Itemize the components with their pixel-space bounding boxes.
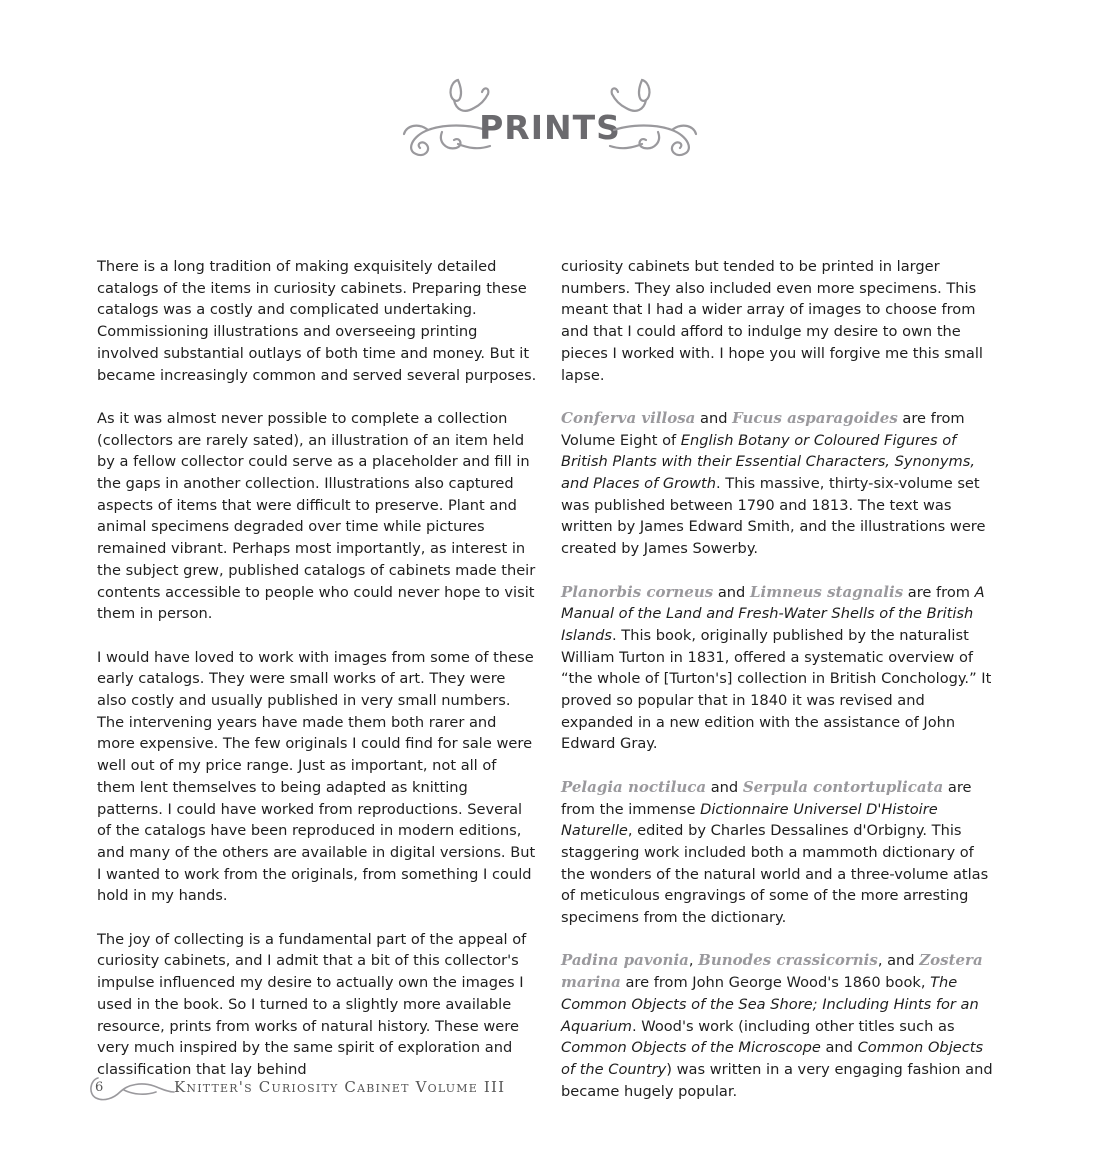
print-entry (561, 777, 1001, 929)
entry-text: are from Volume Eight of (561, 409, 965, 449)
species-name: Conferva villosa (561, 408, 696, 427)
entry-text: , edited by Charles Dessalines d'Orbigny. This staggering work included both a mammoth dictionary of the wonders of the natural world and a three-volume atlas of meticulous engravings of some of the more arresting specimens from the dictionary. (561, 822, 989, 927)
paragraph: The joy of collecting is a fundamental part of the appeal of curiosity cabinets, and I admit that a bit of this collector's impulse influenced my desire to actually own the images I used in the book. So I turned to a slightly more available resource, prints from works of natural history. These were very much inspired by the same spirit of exploration and classification that lay behind (97, 930, 527, 1078)
book-title: Dictionnaire Universel D'Histoire Naturelle (561, 800, 938, 840)
paragraph: I would have loved to work with images from some of these early catalogs. They were small works of art. They were also costly and usually published in very small numbers. The intervening years have made them both rarer and more expensive. The few originals I could find for sale were well out of my price range. Just as important, not all of them lent themselves to being adapted as knitting patterns. I could have worked from reproductions. Several of the catalogs have been reproduced in modern editions, and many of the others are available in digital versions. But I wanted to work from the originals, from something I could hold in my hands. (97, 648, 536, 905)
page-footer (84, 1070, 584, 1106)
book-title: Common Objects of the Country (561, 1039, 984, 1078)
print-entry (561, 950, 1001, 1102)
running-title: Knitter's Curiosity Cabinet Volume III (174, 1078, 506, 1096)
entry-text: and (820, 1039, 858, 1057)
page-title: PRINTS (479, 108, 621, 147)
entry-text: . This massive, thirty-six-volume set was published between 1790 and 1813. The text was written by James Edward Smith, and the illustrations were created by James Sowerby. (561, 475, 986, 558)
paragraph: As it was almost never possible to complete a collection (collectors are rarely sated), an illustration of an item held by a fellow collector could serve as a placeholder and fill in the gaps in another collection. Illustrations also captured aspects of items that were difficult to preserve. Plant and animal specimens degraded over time while pictures remained vibrant. Perhaps most importantly, as interest in the subject grew, published catalogs of cabinets made their contents accessible to people who could never hope to visit them in person. (97, 409, 536, 623)
right-column (561, 256, 1001, 1124)
book-title: The Common Objects of the Sea Shore; Including Hints for an Aquarium (561, 974, 979, 1035)
page-header (0, 70, 1100, 170)
species-name: Zostera marina (561, 951, 983, 992)
book-title: English Botany or Coloured Figures of British Plants with their Essential Characters, Synonyms, and Places of Growth (561, 431, 976, 493)
entry-text: ) was written in a very engaging fashion and became hugely popular. (561, 1060, 993, 1100)
species-name: Pelagia noctiluca (561, 777, 707, 796)
entry-text: are from the immense (561, 778, 972, 818)
page-number: 6 (95, 1080, 104, 1095)
connector-text: and (695, 409, 733, 427)
entry-text: are from John George Wood's 1860 book, (620, 974, 931, 992)
flourish-right-ornament (600, 70, 702, 165)
paragraph: There is a long tradition of making exquisitely detailed catalogs of the items in curiosity cabinets. Preparing these catalogs was a costly and complicated undertaking. Commissioning illustrations and overseeing printing involved substantial outlays of both time and money. But it became increasingly common and served several purposes. (97, 258, 537, 384)
left-column (97, 256, 537, 1102)
connector-text: and (713, 583, 750, 601)
species-name: Serpula contortuplicata (742, 777, 944, 796)
species-name: Planorbis corneus (561, 582, 714, 601)
connector-text: , and (877, 952, 920, 970)
print-entry (561, 408, 1001, 560)
book-title: Common Objects of the Microscope (561, 1039, 821, 1057)
book-title: A Manual of the Land and Fresh-Water Shells of the British Islands (561, 583, 985, 644)
species-name: Fucus asparagoides (732, 408, 898, 427)
entry-text: . Wood's work (including other titles such as (631, 1017, 955, 1035)
species-name: Limneus stagnalis (749, 582, 904, 601)
connector-text: , (688, 952, 699, 970)
entry-text: are from (903, 583, 975, 601)
print-entry (561, 582, 1001, 756)
paragraph: curiosity cabinets but tended to be printed in larger numbers. They also included even more specimens. This meant that I had a wider array of images to choose from and that I could afford to indulge my desire to own the pieces I worked with. I hope you will forgive me this small lapse. (561, 258, 983, 384)
connector-text: and (706, 778, 743, 796)
species-name: Padina pavonia (561, 951, 689, 970)
species-name: Bunodes crassicornis (698, 951, 878, 970)
entry-text: . This book, originally published by the naturalist William Turton in 1831, offered a systematic overview of “the whole of [Turton's] collection in British Conchology.” It proved so popular that in 1840 it was revised and expanded in a new edition with the assistance of John Edward Gray. (561, 626, 992, 753)
